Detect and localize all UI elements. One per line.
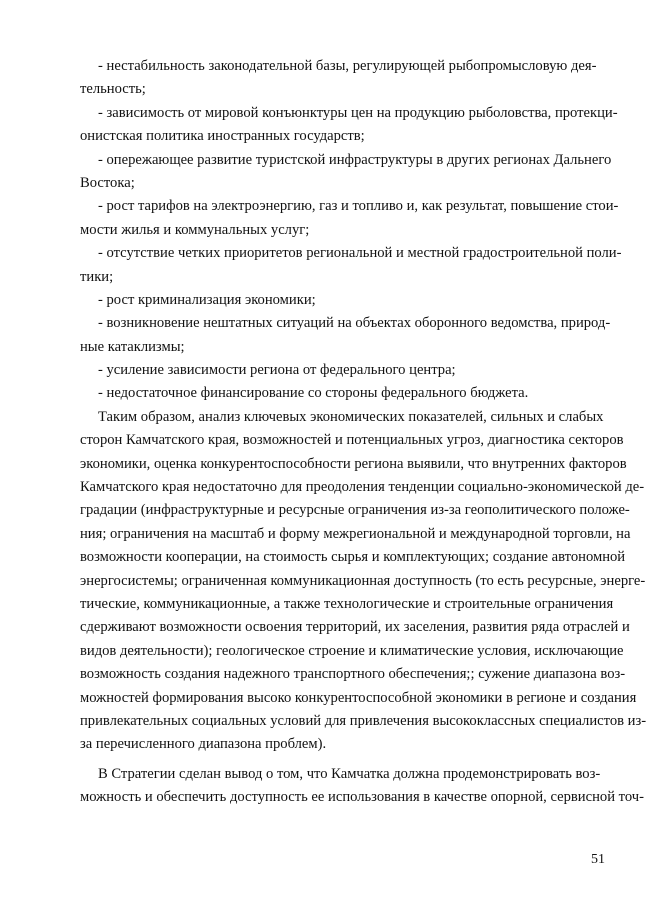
text-line: экономики, оценка конкурентоспособности региона выявили, что внутренних факторов bbox=[80, 455, 627, 472]
text-line: Востока; bbox=[80, 174, 135, 191]
text-line: - усиление зависимости региона от федерального центра; bbox=[98, 362, 456, 379]
text-line: Таким образом, анализ ключевых экономических показателей, сильных и слабых bbox=[98, 408, 604, 425]
text-line: можность и обеспечить доступность ее использования в качестве опорной, сервисной точ- bbox=[80, 789, 644, 806]
text-line: - нестабильность законодательной базы, регулирующей рыбопромысловую дея- bbox=[98, 58, 597, 74]
text-line: - рост тарифов на электроэнергию, газ и топливо и, как результат, повышение стои- bbox=[98, 198, 619, 215]
text-line: В Стратегии сделан вывод о том, что Камчатка должна продемонстрировать воз- bbox=[98, 765, 601, 782]
text-line: ния; ограничения на масштаб и форму межрегиональной и международной торговли, на bbox=[80, 525, 631, 542]
text-line: можностей формирования высоко конкурентоспособной экономики в регионе и создания bbox=[80, 689, 637, 706]
text-line: тики; bbox=[80, 268, 114, 285]
text-line: энергосистемы; ограниченная коммуникационная доступность (то есть ресурсные, энерге- bbox=[80, 572, 646, 589]
text-line: - возникновение нештатных ситуаций на объектах оборонного ведомства, природ- bbox=[98, 315, 611, 332]
text-line: Камчатского края недостаточно для преодоления тенденции социально-экономической де- bbox=[80, 479, 645, 496]
text-line: онистская политика иностранных государств; bbox=[80, 128, 365, 145]
text-line: видов деятельности); геологическое строение и климатические условия, исключающие bbox=[80, 642, 624, 659]
text-line: - недостаточное финансирование со стороны федерального бюджета. bbox=[98, 385, 529, 402]
text-line: сторон Камчатского края, возможностей и потенциальных угроз, диагностика секторов bbox=[80, 432, 624, 449]
text-line: за перечисленного диапазона проблем). bbox=[80, 736, 327, 753]
text-line: сдерживают возможности освоения территорий, их заселения, развития ряда отраслей и bbox=[80, 619, 630, 636]
text-line: - отсутствие четких приоритетов региональной и местной градостроительной поли- bbox=[98, 245, 622, 262]
body-text bbox=[80, 55, 646, 810]
text-line: ные катаклизмы; bbox=[80, 338, 185, 355]
text-line: тельность; bbox=[80, 81, 146, 98]
text-line: тические, коммуникационные, а также технологические и строительные ограничения bbox=[80, 595, 614, 612]
text-line: возможности кооперации, на стоимость сырья и комплектующих; создание автономной bbox=[80, 549, 626, 566]
text-line: - зависимость от мировой конъюнктуры цен на продукцию рыболовства, протекци- bbox=[98, 104, 618, 121]
text-line: привлекательных социальных условий для привлечения высококлассных специалистов из- bbox=[80, 712, 646, 729]
page-number: 51 bbox=[591, 852, 605, 867]
text-line: мости жилья и коммунальных услуг; bbox=[80, 221, 310, 238]
text-line: - рост криминализация экономики; bbox=[98, 291, 316, 308]
text-line: градации (инфраструктурные и ресурсные ограничения из-за геополитического положе- bbox=[80, 502, 630, 519]
text-line: возможность создания надежного транспортного обеспечения;; сужение диапазона воз- bbox=[80, 666, 626, 683]
text-line: - опережающее развитие туристской инфраструктуры в других регионах Дальнего bbox=[98, 151, 612, 168]
